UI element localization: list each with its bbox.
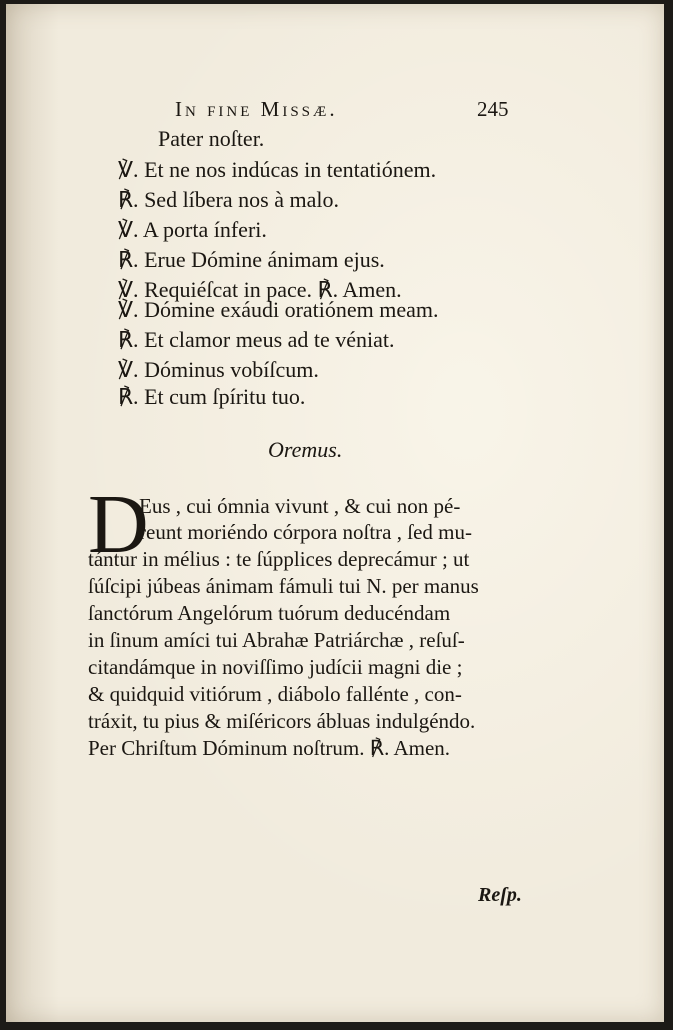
line-text: Pater noſter. — [158, 126, 265, 151]
page-number: 245 — [477, 97, 509, 121]
prayer-line: citandámque in noviſſimo judícii magni die ; — [88, 655, 463, 679]
prayer-line: Eus , cui ómnia vivunt , & cui non pé- — [139, 494, 461, 518]
versicle-line — [118, 357, 319, 383]
response-symbol: ℟. — [118, 187, 139, 212]
catchword: Reſp. — [478, 884, 522, 906]
versicle-line — [118, 217, 267, 243]
prayer-line: & quidquid vitiórum , diábolo fallénte , con- — [88, 682, 462, 706]
line-text: Dóminus vobíſcum. — [144, 357, 319, 382]
line-text: Erue Dómine ánimam ejus. — [144, 247, 385, 272]
line-text: Et ne nos indúcas in tentatiónem. — [144, 157, 437, 182]
line-text: A porta ínferi. — [142, 217, 267, 242]
prayer-line: tráxit, tu pius & miſéricors ábluas indulgéndo. — [88, 709, 476, 733]
drop-cap: D — [88, 478, 149, 571]
prayer-line: in ſinum amíci tui Abrahæ Patriárchæ , reſuſ- — [88, 628, 465, 652]
response-line — [118, 384, 305, 410]
versicle-symbol: ℣. — [118, 297, 139, 322]
versicle-line — [118, 297, 439, 323]
response-line — [118, 247, 385, 273]
response-line — [158, 126, 264, 152]
line-text: Et cum ſpíritu tuo. — [144, 384, 306, 409]
response-line — [118, 187, 339, 213]
response-symbol: ℟. — [118, 327, 139, 352]
line-text: Sed líbera nos à malo. — [144, 187, 339, 212]
line-text: Et clamor meus ad te véniat. — [144, 327, 395, 352]
prayer-line: tántur in mélius : te ſúpplices deprecámur ; ut — [88, 547, 470, 571]
prayer-line: Per Chriſtum Dóminum noſtrum. ℟. Amen. — [88, 736, 451, 760]
versicle-symbol: ℣. — [118, 357, 139, 382]
prayer-line: reunt moriéndo córpora noſtra , ſed mu- — [139, 520, 472, 544]
oremus-heading: Oremus. — [268, 437, 343, 462]
prayer-line: ſúſcipi júbeas ánimam fámuli tui N. per manus — [88, 574, 479, 598]
response-symbol: ℟. — [118, 384, 139, 409]
running-header: In fine Missæ. — [175, 97, 338, 121]
versicle-line — [118, 157, 436, 183]
line-text: Dómine exáudi oratiónem meam. — [144, 297, 439, 322]
prayer-line: ſanctórum Angelórum tuórum deducéndam — [88, 601, 451, 625]
line-text: Requiéſcat in pace. ℟. Amen. — [144, 277, 402, 302]
versicle-symbol: ℣. — [118, 277, 139, 302]
versicle-symbol: ℣. — [118, 157, 139, 182]
versicle-symbol: ℣. — [118, 217, 139, 242]
response-line — [118, 327, 395, 353]
response-symbol: ℟. — [118, 247, 139, 272]
